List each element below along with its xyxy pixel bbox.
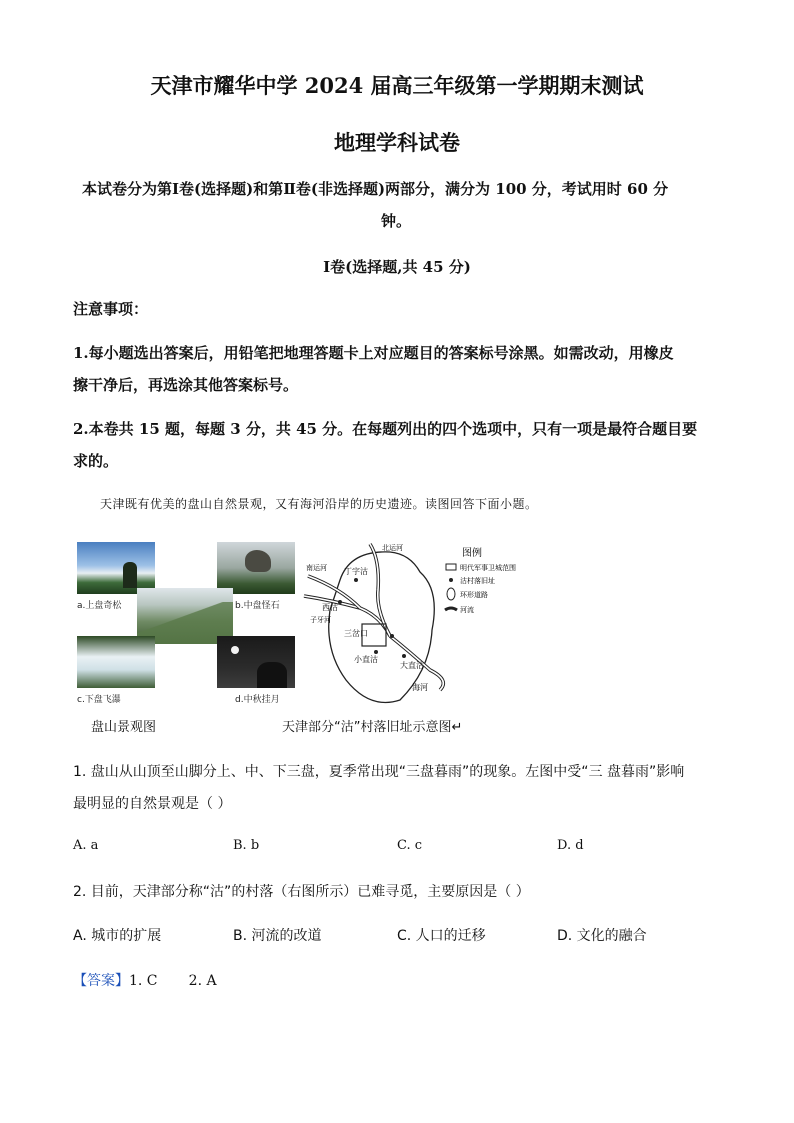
page-subtitle: 地理学科试卷 [334,130,460,155]
legend-title: 图例 [462,548,482,559]
note-1-line-2: 擦干净后，再选涂其他答案标号。 [73,376,299,394]
map-label-dazhigu: 大直沽 [400,661,424,670]
left-figure-caption: 盘山景观图 [91,720,157,735]
q1-option-b[interactable]: B. b [233,838,260,853]
map-label-dingzigu: 丁字沽 [344,567,368,576]
right-figure-caption: 天津部分“沽”村落旧址示意图↵ [282,720,463,735]
village-dot-dingzigu [354,578,358,582]
notes-heading: 注意事项： [73,300,149,318]
map-label-sanchakou: 三岔口 [344,629,368,638]
legend-symbol-river [445,608,457,610]
village-dot-xigu [338,600,342,604]
section-heading: Ⅰ卷(选择题,共 45 分) [323,258,471,276]
legend-label-village: 沽村落旧址 [460,577,495,585]
village-dot-xiaozhigu [374,650,378,654]
legend-label-river: 河流 [460,606,474,614]
legend-label-city: 明代军事卫城范围 [460,564,516,572]
q2-option-d[interactable]: D. 文化的融合 [557,928,647,944]
q2-option-a[interactable]: A. 城市的扩展 [73,928,162,944]
legend-symbol-city [446,564,456,570]
photo-d-label: d.中秋挂月 [235,695,280,705]
intro-line-2: 钟。 [381,212,412,230]
question-stem: 天津既有优美的盘山自然景观，又有海河沿岸的历史遗迹。读图回答下面小题。 [100,497,538,511]
village-dot-sanchakou [390,634,394,638]
legend-symbol-ring [447,588,455,600]
page-title: 天津市耀华中学 2024 届高三年级第一学期期末测试 [150,73,644,98]
question-1-line-1: 1. 盘山从山顶至山脚分上、中、下三盘，夏季常出现“三盘暮雨”的现象。左图中受“三 盘暮雨”影响 [73,764,685,780]
map-label-haihe: 海河 [412,683,428,692]
photo-c-waterfall [77,636,155,688]
note-2-line-1: 2.本卷共 15 题，每题 3 分，共 45 分。在每题列出的四个选项中，只有一项是最符合题目要 [73,420,698,438]
q1-option-d[interactable]: D. d [557,838,584,853]
map-label-south-canal: 南运河 [306,564,327,572]
village-dot-dazhigu [402,654,406,658]
photo-a-pine [77,542,155,594]
photo-b-rock [217,542,295,594]
photo-b-label: b.中盘怪石 [235,601,280,611]
question-1-line-2: 最明显的自然景观是（ ） [73,796,232,812]
photo-d-moon [217,636,295,688]
gu-village-map [300,540,540,712]
answer-line [73,970,217,990]
note-1-line-1: 1.每小题选出答案后，用铅笔把地理答题卡上对应题目的答案标号涂黑。如需改动，用橡皮 [73,344,674,362]
note-2-line-2: 求的。 [73,452,119,470]
question-2-line-1: 2. 目前，天津部分称“沽”的村落（右图所示）已难寻觅，主要原因是（ ） [73,884,530,900]
panshan-photo-figure [75,540,297,712]
answer-tag: 【答案】 [73,973,129,989]
q1-option-c[interactable]: C. c [397,838,423,853]
photo-a-label: a.上盘奇松 [77,601,122,611]
map-svg [300,540,540,712]
legend-label-ring: 环形道路 [460,591,488,599]
map-label-ziya: 子牙河 [310,616,331,624]
photo-c-label: c.下盘飞瀑 [77,695,121,705]
map-label-xiaozhigu: 小直沽 [354,655,378,664]
legend-symbol-village [449,578,453,582]
answer-text: 1. C 2. A [129,973,217,989]
q2-option-c[interactable]: C. 人口的迁移 [397,928,486,944]
q2-option-b[interactable]: B. 河流的改道 [233,928,322,944]
map-label-xigu: 西沽 [322,603,338,612]
q1-option-a[interactable]: A. a [73,838,99,853]
intro-line-1: 本试卷分为第Ⅰ卷(选择题)和第Ⅱ卷(非选择题)两部分，满分为 100 分，考试用时 60 分 [82,180,669,198]
map-label-north-canal: 北运河 [382,544,403,552]
